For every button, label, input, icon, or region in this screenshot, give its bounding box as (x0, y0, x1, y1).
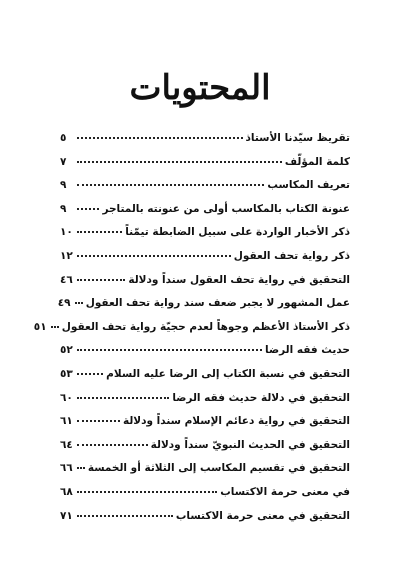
dot-leader (75, 302, 83, 304)
toc-entry-page: ٧ (60, 155, 67, 168)
toc-entry-page: ٥٣ (60, 367, 73, 380)
table-of-contents (33, 132, 350, 533)
dot-leader (77, 397, 169, 399)
toc-entry-page: ٥٢ (60, 344, 73, 357)
dot-leader (77, 349, 262, 351)
toc-entry-title: عنونة الكتاب بالمكاسب أولى من عنونته بالمتاجر (102, 202, 350, 215)
toc-entry-page: ٦٦ (59, 462, 73, 475)
toc-entry[interactable] (60, 344, 350, 368)
toc-entry-title: التحقيق في دلالة حديث فقه الرضا (172, 391, 350, 404)
toc-entry[interactable] (60, 415, 350, 439)
toc-entry[interactable] (60, 274, 350, 298)
toc-entry-page: ١٢ (60, 249, 73, 262)
dot-leader (77, 467, 85, 469)
toc-entry-page: ٦٠ (60, 391, 73, 404)
dot-leader (77, 231, 122, 233)
toc-entry-page: ٩ (60, 179, 67, 192)
dot-leader (77, 255, 231, 257)
toc-entry-title: عمل المشهور لا يجبر ضعف سند رواية تحف العقول (85, 297, 350, 310)
toc-entry-page: ٥ (60, 132, 67, 144)
dot-leader (77, 137, 243, 139)
toc-entry[interactable] (60, 132, 350, 156)
toc-entry[interactable] (60, 439, 350, 463)
toc-entry[interactable] (60, 250, 350, 274)
toc-entry[interactable] (33, 320, 350, 345)
toc-entry-page: ٦٤ (60, 438, 73, 451)
toc-entry-title: ذكر رواية تحف العقول (233, 249, 350, 262)
toc-entry[interactable] (60, 486, 350, 510)
toc-entry-page: ٦٨ (60, 485, 73, 498)
dot-leader (77, 373, 103, 375)
dot-leader (77, 420, 120, 422)
dot-leader (77, 444, 148, 446)
toc-entry-page: ١٠ (60, 226, 73, 239)
dot-leader (51, 326, 59, 328)
toc-entry-page: ٧١ (60, 509, 73, 522)
toc-entry-title: في معنى حرمة الاكتساب (220, 485, 350, 498)
toc-entry[interactable] (60, 226, 350, 250)
toc-entry[interactable] (60, 510, 350, 534)
toc-entry-title: التحقيق في معنى حرمة الاكتساب (175, 509, 350, 522)
dot-leader (77, 208, 99, 210)
toc-entry-page: ٥١ (33, 320, 47, 333)
dot-leader (77, 491, 217, 493)
toc-entry-title: التحقيق في رواية دعائم الإسلام سنداً ودلالة (122, 415, 350, 428)
toc-entry[interactable] (57, 297, 350, 321)
dot-leader (77, 161, 282, 163)
toc-entry-page: ٤٦ (60, 273, 73, 286)
toc-entry[interactable] (60, 179, 350, 203)
toc-entry-title: حديث فقه الرضا (265, 344, 350, 357)
page-title: المحتويات (129, 68, 271, 108)
toc-entry-title: ذكر الأستاذ الأعظم وجوهاً لعدم حجيّة رواية تحف العقول (61, 320, 350, 333)
toc-entry-title: ذكر الأخبار الواردة على سبيل الضابطة تيمّناً (125, 226, 350, 239)
toc-entry-page: ٤٩ (57, 297, 71, 310)
toc-entry-title: تعريف المكاسب (267, 179, 350, 192)
dot-leader (77, 515, 173, 517)
toc-entry-title: التحقيق في رواية تحف العقول سنداً ودلالة (128, 273, 350, 286)
toc-entry-page: ٩ (60, 202, 67, 215)
toc-entry-page: ٦١ (60, 415, 73, 428)
toc-entry-title: تقريظ سيّدنا الأستاذ (245, 132, 350, 144)
toc-entry[interactable] (60, 392, 350, 416)
toc-entry-title: التحقيق في نسبة الكتاب إلى الرضا عليه السلام (106, 367, 350, 380)
toc-entry-title: كلمة المؤلّف (284, 155, 350, 168)
toc-entry[interactable] (60, 368, 350, 392)
toc-entry-title: التحقيق في الحديث النبويّ سنداً ودلالة (150, 438, 350, 451)
toc-entry-title: التحقيق في تقسيم المكاسب إلى الثلاثة أو الخمسة (87, 462, 350, 475)
toc-entry[interactable] (60, 156, 350, 180)
dot-leader (77, 184, 264, 186)
toc-entry[interactable] (60, 462, 350, 486)
dot-leader (77, 279, 125, 281)
toc-entry[interactable] (60, 203, 350, 227)
